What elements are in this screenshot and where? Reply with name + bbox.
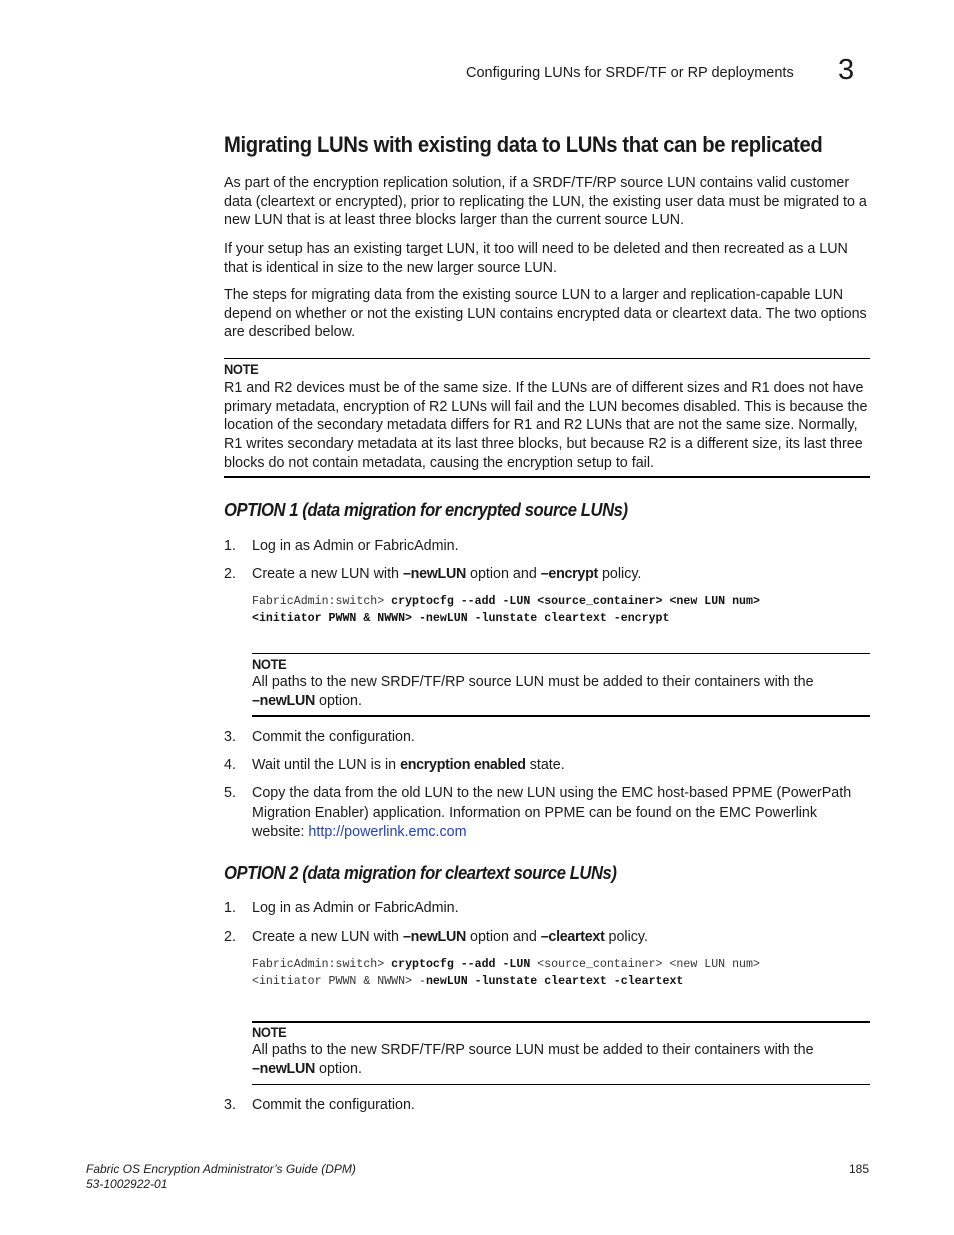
option1-note-label: NOTE [252, 656, 287, 672]
section-title: Migrating LUNs with existing data to LUNs that can be replicated [224, 132, 823, 157]
note-top-rule [224, 358, 870, 359]
option1-step-1: 1. Log in as Admin or FabricAdmin. [224, 538, 459, 554]
footer-doc-number: 53-1002922-01 [86, 1177, 168, 1191]
option1-step-5-continued: Migration Enabler) application. Information on PPME can be found on the EMC Powerlink website: http://powerlink.emc.com [252, 805, 818, 840]
powerlink-link[interactable]: http://powerlink.emc.com [308, 823, 467, 840]
option2-note-text: All paths to the new SRDF/TF/RP source LUN must be added to their containers with the –newLUN option. [252, 1042, 814, 1077]
note-label: NOTE [224, 361, 259, 377]
option2-heading: OPTION 2 (data migration for cleartext source LUNs) [224, 862, 617, 883]
option1-step-4: 4. Wait until the LUN is in encryption enabled state. [224, 757, 565, 773]
option1-heading: OPTION 1 (data migration for encrypted source LUNs) [224, 499, 628, 520]
option1-step-5: 5. Copy the data from the old LUN to the new LUN using the EMC host-based PPME (PowerPath [224, 785, 852, 801]
running-header-title: Configuring LUNs for SRDF/TF or RP deployments [466, 65, 794, 81]
option2-command: FabricAdmin:switch> cryptocfg --add -LUN <source_container> <new LUN num> <initiator PWWN & NWWN> -newLUN -lunstate cleartext -cleartext [252, 958, 760, 988]
option1-command: FabricAdmin:switch> cryptocfg --add -LUN <source_container> <new LUN num> <initiator PWWN & NWWN> -newLUN -lunstate cleartext -encrypt [252, 595, 760, 625]
chapter-number: 3 [838, 54, 855, 86]
option2-step-3: 3. Commit the configuration. [224, 1097, 415, 1113]
intro-paragraph-1: As part of the encryption replication solution, if a SRDF/TF/RP source LUN contains valid customer data (cleartext or encrypted), prior to replicating the LUN, the existing user data must be migrated to a new LUN that is at least three blocks larger than the current source LUN. [224, 175, 867, 229]
option1-step-2: 2. Create a new LUN with –newLUN option and –encrypt policy. [224, 566, 642, 582]
note-bottom-rule [224, 476, 870, 478]
option2-step-2: 2. Create a new LUN with –newLUN option and –cleartext policy. [224, 929, 648, 945]
option1-note-text: All paths to the new SRDF/TF/RP source LUN must be added to their containers with the –newLUN option. [252, 674, 814, 709]
footer-doc-title: Fabric OS Encryption Administrator’s Guide (DPM) [86, 1162, 356, 1176]
option2-note-bottom-rule [252, 1084, 870, 1085]
option1-step-3: 3. Commit the configuration. [224, 729, 415, 745]
intro-paragraph-2: If your setup has an existing target LUN, it too will need to be deleted and then recreated as a LUN that is identical in size to the new larger source LUN. [224, 241, 848, 276]
page-number: 185 [849, 1162, 870, 1176]
note-text: R1 and R2 devices must be of the same size. If the LUNs are of different sizes and R1 does not have primary metadata, encryption of R2 LUNs will fail and the LUN becomes disabled. This is because the location of the secondary metadata differs for R1 and R2 LUNs that are not the same size. Normally, R1 writes secondary metadata at its last three blocks, but because R2 is a different size, its last three blocks do not contain metadata, causing the encryption setup to fail. [224, 380, 868, 471]
option2-note-label: NOTE [252, 1024, 287, 1040]
option2-step-1: 1. Log in as Admin or FabricAdmin. [224, 900, 459, 916]
intro-paragraph-3: The steps for migrating data from the existing source LUN to a larger and replication-capable LUN depend on whether or not the existing LUN contains encrypted data or cleartext data. The two options are described below. [224, 287, 867, 341]
option1-note-top-rule [252, 653, 870, 654]
option2-note-top-rule [252, 1021, 870, 1023]
option1-note-bottom-rule [252, 715, 870, 717]
